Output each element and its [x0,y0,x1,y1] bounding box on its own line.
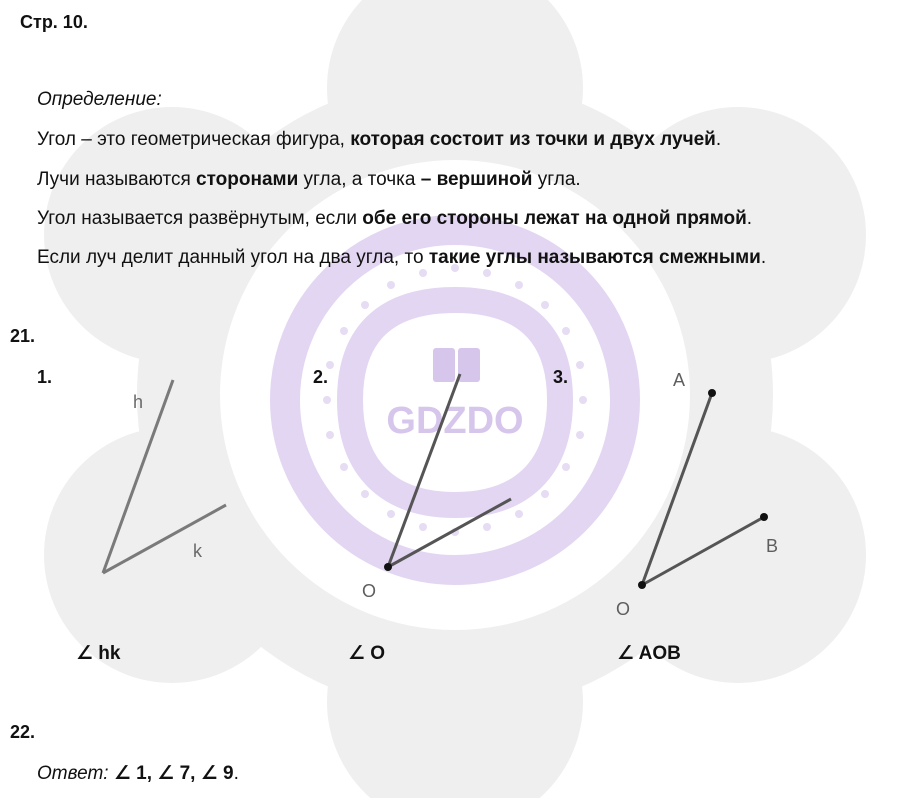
figure-1-index: 1. [37,367,53,387]
figure-1-caption: ∠ hk [76,643,121,664]
definition-line-3-tail: . [746,208,753,229]
definition-line-1-bold: которая состоит из точки и двух лучей [350,129,716,150]
task-22-answer [37,764,239,783]
answer-value: ∠ 1, ∠ 7, ∠ 9 [113,763,234,784]
figure-1-label-h: h [133,392,144,412]
answer-label: Ответ: [37,763,109,784]
definition-line-3-bold: обе его стороны лежат на одной прямой [362,208,747,229]
figure-3-label-b: B [766,536,779,556]
definition-line-2-bold-a: сторонами [196,169,299,190]
definition-line-2-text-b: угла, а точка [298,169,421,190]
definition-line-1-tail: . [715,129,722,150]
watermark-text: GDZDO [386,400,524,442]
definition-line-2-bold-b: – вершиной [420,169,533,190]
answer-tail: . [233,763,239,784]
figure-3-index: 3. [553,367,569,387]
figure-2-caption: ∠ O [348,643,386,664]
figure-2-index: 2. [313,367,329,387]
page-title: Стр. 10. [20,12,88,32]
figure-3-label-o: O [616,599,631,619]
figure-2-label-o: O [362,581,377,601]
definition-line-2-text-a: Лучи называются [37,169,197,190]
definition-line-4-bold: такие углы называются смежными [428,247,761,268]
definition-line-3-text: Угол называется развёрнутым, если [37,208,363,229]
figure-3-vertex-point [638,581,646,589]
definition-line-4-tail: . [760,247,767,268]
definition-line-4-text: Если луч делит данный угол на два угла, то [37,247,429,268]
figure-3-ray-ob [642,517,764,585]
figure-3-caption: ∠ AOB [617,643,681,664]
definition-line-2-text-c: угла. [532,169,581,190]
task-21-number: 21. [10,326,36,346]
figure-3-point-a [708,389,716,397]
definition-line-1-text: Угол – это геометрическая фигура, [37,129,351,150]
figure-3-ray-oa [642,393,712,585]
figure-1-label-k: k [193,541,202,561]
definition-heading: Определение: [37,89,162,110]
task-22-number: 22. [10,722,36,742]
figure-3-label-a: A [673,370,686,390]
figure-3-point-b [760,513,768,521]
